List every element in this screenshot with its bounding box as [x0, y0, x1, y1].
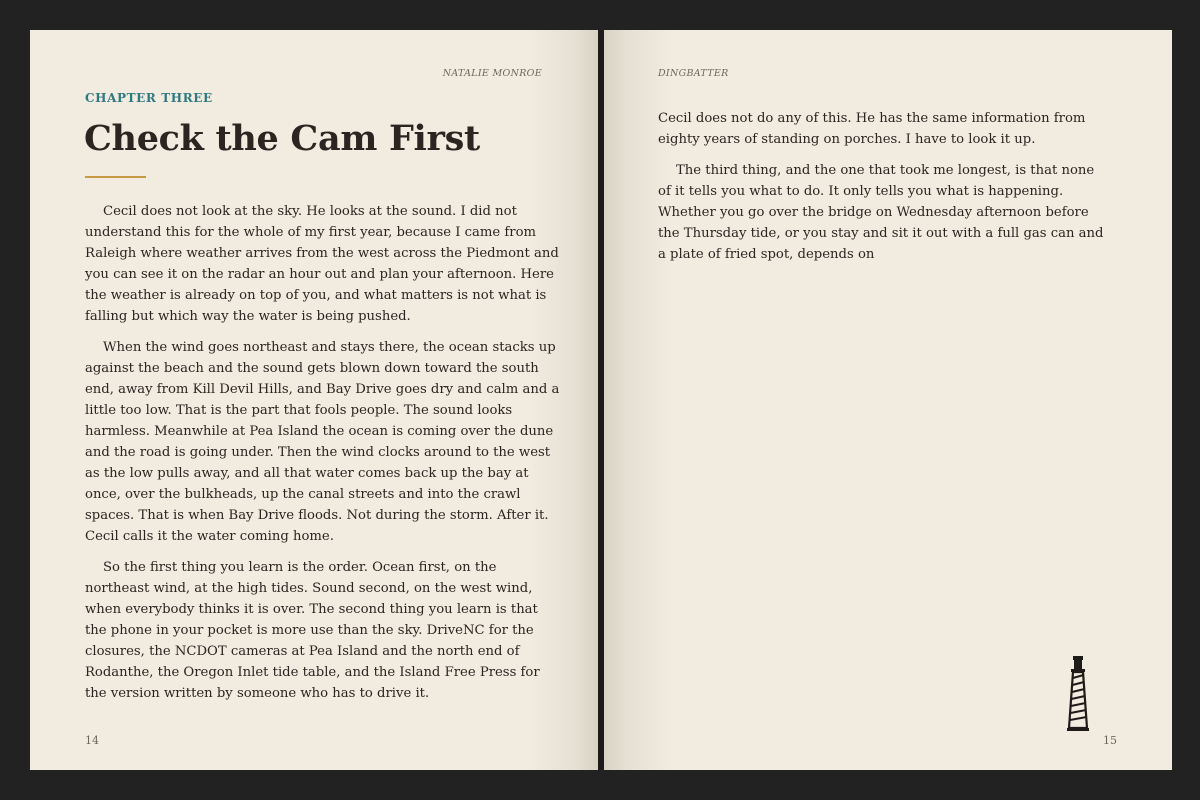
chapter-label: CHAPTER THREE: [85, 91, 213, 105]
running-head-title: DINGBATTER: [658, 68, 729, 79]
running-head-author: NATALIE MONROE: [442, 68, 542, 79]
left-page: [30, 30, 598, 770]
chapter-title: Check the Cam First: [84, 118, 480, 159]
body-paragraph: So the first thing you learn is the order. Ocean first, on the northeast wind, at the high tides. Sound second, on the west wind, when everybody thinks it is over. The second thing you learn is that the phone in your pocket is more use than the sky. DriveNC for the closures, the NCDOT cameras at Pea Island and the north end of Rodanthe, the Oregon Inlet tide table, and the Island Free Press for the version written by someone who has to drive it.: [85, 560, 540, 701]
right-page-body: [658, 108, 1108, 275]
lighthouse-icon: [1066, 656, 1090, 732]
body-paragraph: The third thing, and the one that took me longest, is that none of it tells you what to do. It only tells you what is happening. Whether you go over the bridge on Wednesday afternoon before the Thursday tide, or you stay and sit it out with a full gas can and a plate of fried spot, depends on: [658, 163, 1104, 262]
right-page: [604, 30, 1172, 770]
left-page-body: [85, 201, 560, 714]
title-rule: [85, 176, 146, 178]
body-paragraph: Cecil does not do any of this. He has the same information from eighty years of standing on porches. I have to look it up.: [658, 111, 1086, 147]
page-number-right: 15: [1103, 734, 1117, 747]
body-paragraph: When the wind goes northeast and stays there, the ocean stacks up against the beach and the sound gets blown down toward the south end, away from Kill Devil Hills, and Bay Drive goes dry and calm and a little too low. That is the part that fools people. The sound looks harmless. Meanwhile at Pea Island the ocean is coming over the dune and the road is going under. Then the wind clocks around to the west as the low pulls away, and all that water comes back up the bay at once, over the bulkheads, up the canal streets and into the crawl spaces. That is when Bay Drive floods. Not during the storm. After it. Cecil calls it the water coming home.: [85, 340, 560, 544]
page-number-left: 14: [85, 734, 99, 747]
body-paragraph: Cecil does not look at the sky. He looks at the sound. I did not understand this for the whole of my first year, because I came from Raleigh where weather arrives from the west across the Piedmont and you can see it on the radar an hour out and plan your afternoon. Here the weather is already on top of you, and what matters is not what is falling but which way the water is being pushed.: [85, 204, 559, 324]
